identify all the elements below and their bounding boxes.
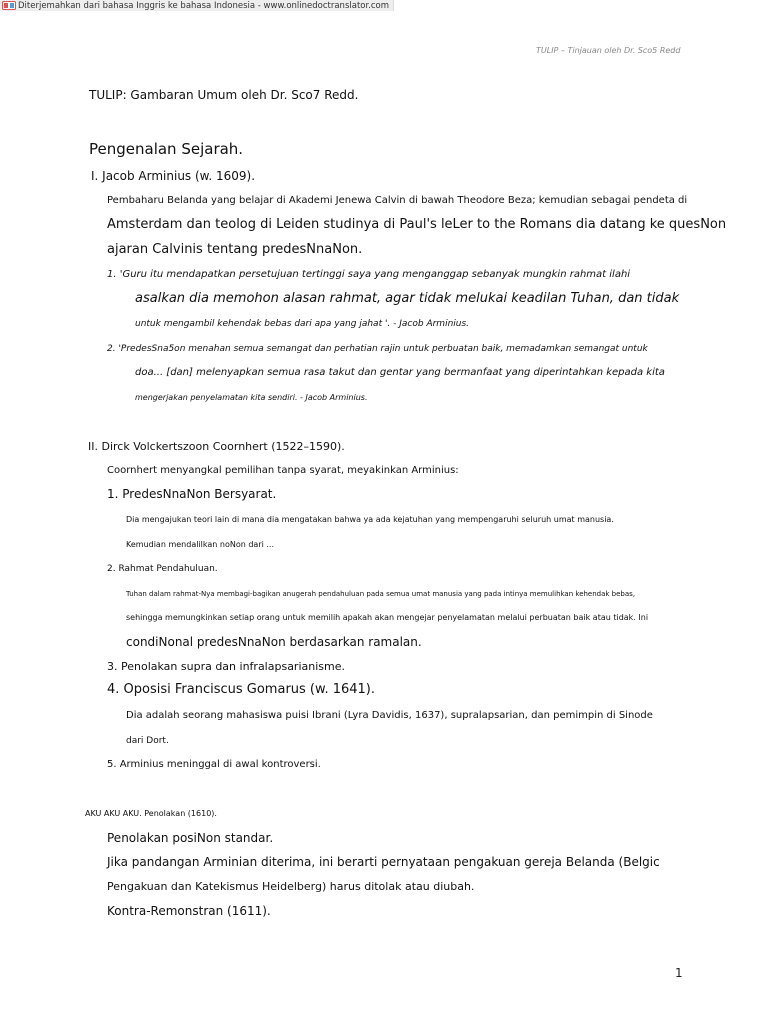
quote-line: asalkan dia memohon alasan rahmat, agar tidak melukai keadilan Tuhan, dan tidak (135, 291, 680, 306)
section-heading-history: Pengenalan Sejarah. (89, 140, 244, 158)
paragraph-line: Coornhert menyangkal pemilihan tanpa syarat, meyakinkan Arminius: (107, 465, 459, 476)
paragraph-line: Kontra-Remonstran (1611). (107, 904, 271, 918)
paragraph-line: Pengakuan dan Katekismus Heidelberg) harus ditolak atau diubah. (107, 880, 475, 893)
quote-line: mengerjakan penyelamatan kita sendiri. - Jacob Arminius. (135, 393, 368, 402)
paragraph-line: condiNonal predesNnaNon berdasarkan ramalan. (126, 635, 422, 649)
quote-line: doa... [dan] melenyapkan semua rasa takut dan gentar yang bermanfaat yang diperintahkan kepada kita (135, 367, 665, 378)
paragraph-line: Tuhan dalam rahmat-Nya membagi-bagikan anugerah pendahuluan pada semua umat manusia yang pada intinya memulihkan kehendak bebas, (126, 590, 636, 598)
heading-coornhert: II. Dirck Volckertszoon Coornhert (1522–1590). (88, 440, 345, 453)
quote-line: 1. 'Guru itu mendapatkan persetujuan tertinggi saya yang menganggap sebanyak mungkin rahmat ilahi (107, 269, 631, 280)
paragraph-line: sehingga memungkinkan setiap orang untuk memilih apakah akan mengejar penyelamatan melalui perbuatan baik atau tidak. Ini (126, 613, 649, 622)
translator-banner[interactable] (0, 0, 394, 11)
paragraph-line: Dia adalah seorang mahasiswa puisi Ibrani (Lyra Davidis, 1637), supralapsarian, dan pemimpin di Sinode (126, 710, 653, 721)
paragraph-line: Jika pandangan Arminian diterima, ini berarti pernyataan pengakuan gereja Belanda (Belgic (107, 855, 660, 869)
pdf-translate-icon (2, 1, 16, 10)
paragraph-line: Pembaharu Belanda yang belajar di Akademi Jenewa Calvin di bawah Theodore Beza; kemudian sebagai pendeta di (107, 195, 688, 206)
quote-line: untuk mengambil kehendak bebas dari apa yang jahat '. - Jacob Arminius. (135, 319, 470, 329)
paragraph-line: ajaran Calvinis tentang predesNnaNon. (107, 242, 363, 257)
translator-banner-text: Diterjemahkan dari bahasa Inggris ke bahasa Indonesia - www.onlinedoctranslator.com (18, 0, 390, 11)
paragraph-line: Amsterdam dan teolog di Leiden studinya di Paul's leLer to the Romans dia datang ke quesNon (107, 217, 727, 232)
list-item-heading: 5. Arminius meninggal di awal kontroversi. (107, 759, 321, 770)
list-item-heading: 4. Oposisi Franciscus Gomarus (w. 1641). (107, 682, 375, 697)
paragraph-line: Penolakan posiNon standar. (107, 831, 274, 845)
running-header: TULIP – Tinjauan oleh Dr. Sco5 Redd (536, 46, 681, 55)
heading-remonstrance: AKU AKU AKU. Penolakan (1610). (85, 809, 217, 818)
paragraph-line: Kemudian mendalilkan noNon dari ... (126, 540, 275, 549)
list-item-heading: 3. Penolakan supra dan infralapsarianisme. (107, 660, 345, 673)
list-item-heading: 2. Rahmat Pendahuluan. (107, 564, 218, 574)
list-item-heading: 1. PredesNnaNon Bersyarat. (107, 487, 277, 501)
heading-arminius: I. Jacob Arminius (w. 1609). (91, 169, 256, 183)
quote-line: 2. 'PredesSna5on menahan semua semangat dan perhatian rajin untuk perbuatan baik, memadamkan semangat untuk (107, 344, 648, 354)
document-title: TULIP: Gambaran Umum oleh Dr. Sco7 Redd. (89, 88, 359, 102)
paragraph-line: Dia mengajukan teori lain di mana dia mengatakan bahwa ya ada kejatuhan yang mempengaruhi seluruh umat manusia. (126, 515, 614, 524)
paragraph-line: dari Dort. (126, 736, 169, 746)
page-number: 1 (675, 966, 683, 980)
